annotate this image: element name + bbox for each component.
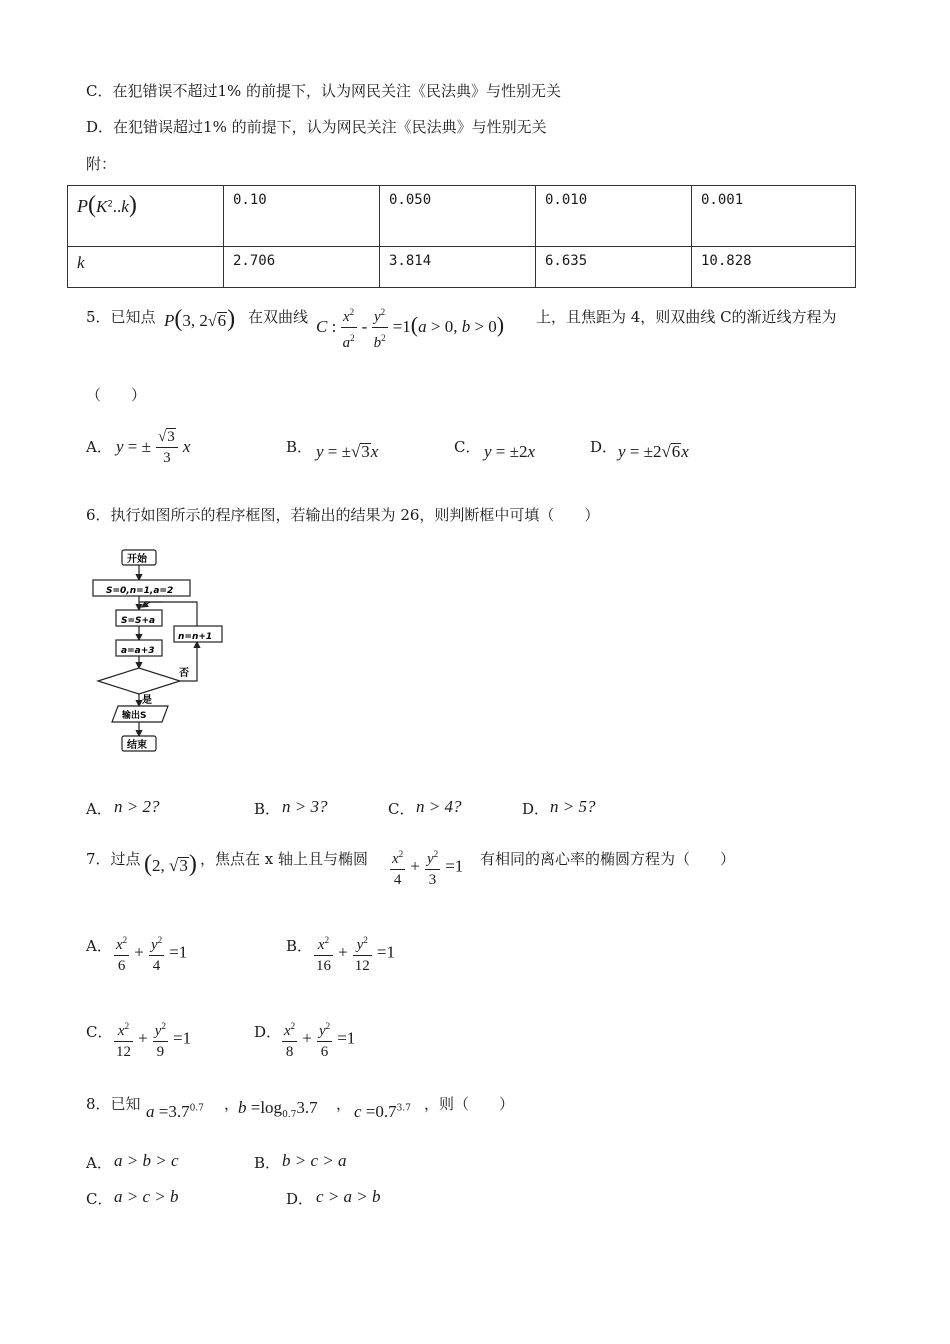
flow-decision-diamond: [98, 668, 180, 694]
q8-option-d-label: D．: [286, 1190, 314, 1208]
flow-increment-label: n=n+1: [178, 632, 213, 642]
table-row2-label: k: [68, 247, 224, 288]
q7-option-d: $\frac{x^2}{8}$ + $\frac{y^2}{6}$ =1: [282, 1016, 355, 1062]
q8-lead: 8．已知: [86, 1095, 141, 1113]
q7-ellipse: $\frac{x^2}{4}$ + $\frac{y^2}{3}$ =1: [390, 844, 463, 890]
q7-option-a-label: A．: [86, 937, 112, 955]
q7-point: (2, √3): [144, 851, 197, 877]
q8-b: $b =\log_{0.7}3.7$: [238, 1098, 318, 1121]
table-cell: 10.828: [692, 247, 856, 288]
q8-a: $a =3.7^{0.7}$: [146, 1102, 204, 1121]
q8-option-b-label: B．: [254, 1154, 281, 1172]
table-cell: 3.814: [380, 247, 536, 288]
q6-option-b: n > 3?: [282, 797, 328, 816]
q8-sep1: ，: [224, 1095, 240, 1113]
q7-option-c: $\frac{x^2}{12}$ + $\frac{y^2}{9}$ =1: [114, 1016, 191, 1062]
q5-option-d: y = ±2√6x: [618, 442, 689, 461]
table-cell: 0.10: [224, 186, 380, 247]
q8-option-c: a > c > b: [114, 1187, 179, 1206]
q8-option-b: b > c > a: [282, 1151, 347, 1170]
q5-option-b: y = ±√3x: [316, 442, 379, 461]
q5-curve: C : $\frac{x^2}{a^2}$ - $\frac{y^2}{b^2}$ =1(a > 0, b > 0): [316, 302, 504, 353]
table-cell: 0.010: [536, 186, 692, 247]
q8-option-d: c > a > b: [316, 1187, 381, 1206]
q7-option-a: $\frac{x^2}{6}$ + $\frac{y^2}{4}$ =1: [114, 930, 187, 976]
q8-c: $c =0.7^{3.7}$: [354, 1102, 411, 1121]
q5-mid: 在双曲线: [248, 308, 309, 326]
flowchart: [92, 546, 228, 756]
flow-update-label: a=a+3: [121, 646, 155, 656]
q8-tail: ，则（ ）: [424, 1095, 515, 1113]
table-cell: 6.635: [536, 247, 692, 288]
q5-lead: 5．已知点: [86, 308, 156, 326]
q7-option-c-label: C．: [86, 1023, 113, 1041]
q7-mid: ，焦点在 x 轴上且与椭圆: [200, 850, 368, 868]
q5-point: P(3, 2√6): [164, 306, 236, 332]
q4-option-c: C．在犯错误不超过1% 的前提下，认为网民关注《民法典》与性别无关: [86, 82, 562, 100]
q5-option-a-label: A．: [86, 438, 112, 456]
q5-option-a: y = ± $\frac{√3}{3}$ x: [116, 429, 191, 466]
q6-option-b-label: B．: [254, 800, 281, 818]
q5-option-d-label: D．: [590, 438, 618, 456]
q7-tail: 有相同的离心率的椭圆方程为（ ）: [480, 850, 736, 868]
q7-option-b-label: B．: [286, 937, 313, 955]
q6-option-d-label: D．: [522, 800, 550, 818]
q4-option-d: D．在犯错误超过1% 的前提下，认为网民关注《民法典》与性别无关: [86, 118, 547, 136]
q8-option-c-label: C．: [86, 1190, 113, 1208]
appendix-label: 附：: [86, 155, 117, 173]
table-cell: 0.001: [692, 186, 856, 247]
q6-stem: 6．执行如图所示的程序框图，若输出的结果为 26，则判断框中可填（ ）: [86, 506, 600, 524]
flow-init-label: S=0,n=1,a=2: [106, 586, 174, 596]
table-cell: 2.706: [224, 247, 380, 288]
table-row1-label: $P(K^2..k)$: [68, 186, 224, 247]
q5-tail: 上，且焦距为 4，则双曲线 C的渐近线方程为: [536, 308, 837, 326]
flow-start-label: 开始: [127, 554, 147, 565]
q5-blank: （ ）: [86, 386, 147, 404]
table-cell: 0.050: [380, 186, 536, 247]
q6-option-a: n > 2?: [114, 797, 160, 816]
flow-end-label: 结束: [127, 740, 147, 751]
q8-sep2: ，: [336, 1095, 352, 1113]
q6-option-a-label: A．: [86, 800, 112, 818]
probability-table: [67, 185, 856, 288]
flow-no-label: 否: [179, 668, 189, 679]
q7-lead: 7．过点: [86, 850, 141, 868]
flow-yes-label: 是: [142, 695, 152, 706]
q6-option-d: n > 5?: [550, 797, 596, 816]
q7-option-d-label: D．: [254, 1023, 282, 1041]
flow-output-label: 输出S: [122, 711, 147, 721]
q6-option-c-label: C．: [388, 800, 415, 818]
flow-sum-label: S=S+a: [121, 616, 156, 626]
q7-option-b: $\frac{x^2}{16}$ + $\frac{y^2}{12}$ =1: [314, 930, 395, 976]
q8-option-a-label: A．: [86, 1154, 112, 1172]
q5-option-c: y = ±2x: [484, 442, 536, 461]
q6-option-c: n > 4?: [416, 797, 462, 816]
q5-option-c-label: C．: [454, 438, 481, 456]
q8-option-a: a > b > c: [114, 1151, 179, 1170]
q5-option-b-label: B．: [286, 438, 313, 456]
